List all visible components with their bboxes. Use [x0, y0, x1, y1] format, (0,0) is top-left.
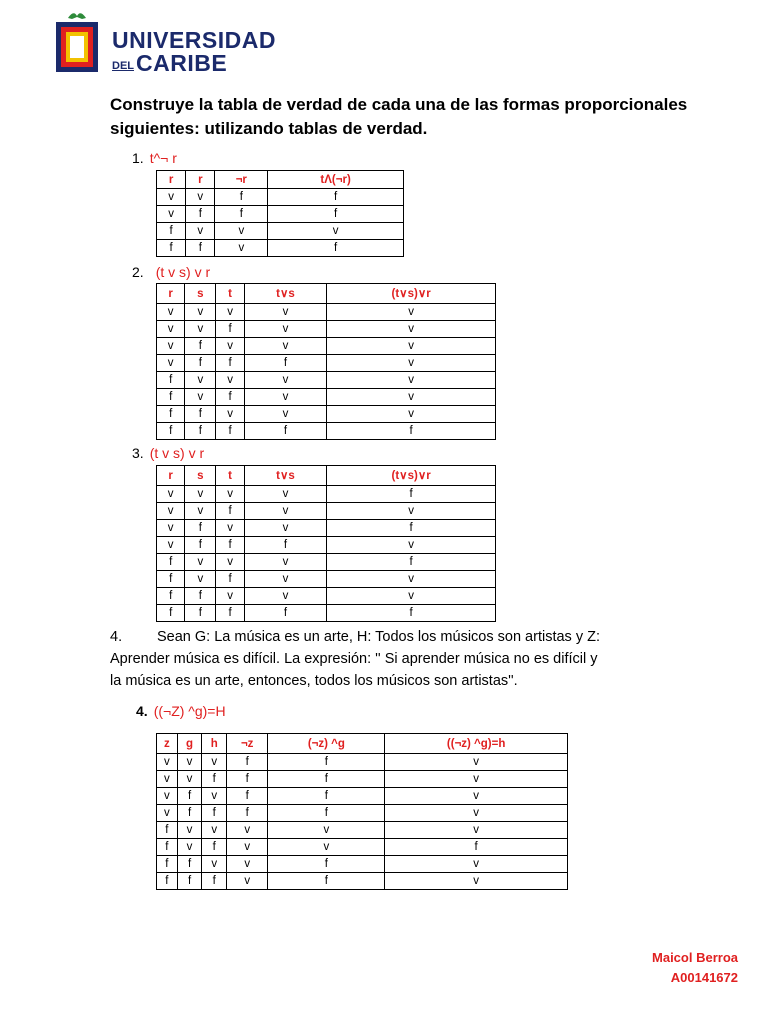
table-cell: v	[157, 788, 178, 805]
table-cell: v	[216, 304, 244, 321]
truth-table-1	[156, 170, 404, 257]
table-cell: v	[244, 389, 327, 406]
column-header: (t∨s)∨r	[327, 284, 496, 304]
table-cell: v	[244, 372, 327, 389]
table-cell: v	[327, 355, 496, 372]
table-cell: f	[227, 788, 268, 805]
problem-expression: (t v s) v r	[149, 445, 205, 461]
table-cell: v	[157, 206, 186, 223]
problem-4-line-3: la música es un arte, entonces, todos los músicos son artistas''.	[110, 673, 518, 689]
table-cell: f	[157, 605, 185, 622]
table-cell: f	[216, 605, 244, 622]
table-cell: v	[327, 571, 496, 588]
table-cell: f	[185, 588, 216, 605]
university-logo	[54, 10, 304, 74]
table-cell: v	[327, 304, 496, 321]
table-cell: v	[385, 856, 568, 873]
table-cell: v	[216, 486, 244, 503]
table-cell: f	[244, 605, 327, 622]
table-cell: v	[216, 588, 244, 605]
problem-expression: (t v s) v r	[155, 264, 211, 280]
problem-number: 4.	[110, 629, 123, 645]
table-cell: v	[385, 873, 568, 890]
column-header: r	[186, 171, 215, 189]
table-cell: f	[268, 805, 385, 822]
table-cell: v	[157, 537, 185, 554]
table-cell: f	[202, 873, 227, 890]
table-row	[157, 223, 404, 240]
table-row	[157, 771, 568, 788]
table-cell: v	[185, 304, 216, 321]
column-header: s	[185, 466, 216, 486]
table-cell: v	[227, 822, 268, 839]
table-row	[157, 856, 568, 873]
table-cell: v	[327, 588, 496, 605]
table-cell: f	[268, 754, 385, 771]
table-cell: f	[177, 873, 202, 890]
table-cell: v	[202, 788, 227, 805]
table-row	[157, 754, 568, 771]
column-header: r	[157, 171, 186, 189]
table-row	[157, 240, 404, 257]
problem-expression: ((¬Z) ^g)=H	[153, 703, 226, 719]
table-row	[157, 805, 568, 822]
table-cell: f	[327, 554, 496, 571]
table-cell: v	[244, 406, 327, 423]
table-cell: v	[244, 304, 327, 321]
table-cell: v	[185, 571, 216, 588]
column-header: r	[157, 284, 185, 304]
table-cell: f	[385, 839, 568, 856]
table-cell: f	[186, 206, 215, 223]
table-cell: f	[185, 406, 216, 423]
assignment-title: Construye la tabla de verdad de cada una de las formas proporcionales siguientes: utilizando tablas de verdad.	[110, 95, 688, 138]
table-row	[157, 503, 496, 520]
table-cell: f	[268, 771, 385, 788]
table-cell: f	[185, 355, 216, 372]
table-cell: v	[157, 771, 178, 788]
table-cell: f	[202, 771, 227, 788]
table-cell: f	[244, 423, 327, 440]
table-row	[157, 554, 496, 571]
table-cell: v	[327, 389, 496, 406]
table-row	[157, 537, 496, 554]
table-row	[157, 605, 496, 622]
table-cell: f	[157, 423, 185, 440]
table-row	[157, 822, 568, 839]
column-header: ((¬z) ^g)=h	[385, 734, 568, 754]
table-cell: f	[157, 554, 185, 571]
column-header: ¬z	[227, 734, 268, 754]
table-row	[157, 355, 496, 372]
table-cell: v	[244, 554, 327, 571]
author-id: A00141672	[670, 970, 738, 985]
table-cell: v	[186, 223, 215, 240]
author-name: Maicol Berroa	[652, 950, 738, 965]
truth-table-4	[156, 733, 568, 890]
column-header: ¬r	[215, 171, 268, 189]
column-header: g	[177, 734, 202, 754]
table-cell: f	[216, 537, 244, 554]
problem-4-line-1: 4. Sean G: La música es un arte, H: Todos los músicos son artistas y Z:	[110, 626, 710, 648]
table-cell: f	[157, 839, 178, 856]
table-cell: v	[215, 240, 268, 257]
table-cell: f	[227, 771, 268, 788]
table-row	[157, 423, 496, 440]
table-cell: f	[185, 423, 216, 440]
table-cell: f	[157, 822, 178, 839]
table-cell: v	[185, 503, 216, 520]
table-cell: v	[244, 571, 327, 588]
column-header: r	[157, 466, 185, 486]
table-cell: v	[385, 771, 568, 788]
table-cell: f	[216, 321, 244, 338]
table-row	[157, 389, 496, 406]
truth-table-2	[156, 283, 496, 440]
university-emblem-icon	[54, 10, 100, 74]
table-row	[157, 839, 568, 856]
table-row	[157, 788, 568, 805]
table-row	[157, 588, 496, 605]
table-row	[157, 372, 496, 389]
table-cell: v	[268, 223, 404, 240]
table-row	[157, 304, 496, 321]
table-cell: v	[157, 486, 185, 503]
table-cell: f	[185, 605, 216, 622]
table-cell: v	[385, 754, 568, 771]
logo-text-del: DEL	[112, 60, 134, 72]
table-cell: v	[216, 372, 244, 389]
table-row	[157, 321, 496, 338]
table-cell: f	[268, 189, 404, 206]
table-cell: f	[216, 389, 244, 406]
table-cell: f	[216, 355, 244, 372]
table-cell: v	[177, 839, 202, 856]
problem-4-statement	[110, 626, 710, 692]
table-cell: v	[202, 754, 227, 771]
table-cell: v	[244, 503, 327, 520]
table-cell: f	[244, 355, 327, 372]
table-cell: f	[268, 240, 404, 257]
table-cell: f	[227, 805, 268, 822]
table-cell: v	[185, 372, 216, 389]
table-cell: v	[185, 554, 216, 571]
column-header: (¬z) ^g	[268, 734, 385, 754]
table-cell: v	[177, 771, 202, 788]
table-cell: f	[268, 856, 385, 873]
table-cell: f	[268, 873, 385, 890]
table-cell: v	[177, 822, 202, 839]
table-cell: v	[327, 406, 496, 423]
table-cell: v	[185, 486, 216, 503]
problem-1-label	[132, 150, 177, 166]
column-header: t	[216, 466, 244, 486]
table-cell: f	[177, 856, 202, 873]
table-cell: v	[202, 822, 227, 839]
column-header: h	[202, 734, 227, 754]
table-row	[157, 206, 404, 223]
table-cell: f	[216, 571, 244, 588]
table-cell: v	[157, 355, 185, 372]
table-cell: v	[216, 520, 244, 537]
column-header: s	[185, 284, 216, 304]
table-header-row	[157, 466, 496, 486]
table-cell: v	[268, 822, 385, 839]
table-cell: v	[216, 406, 244, 423]
table-cell: v	[177, 754, 202, 771]
table-cell: v	[327, 321, 496, 338]
table-cell: f	[157, 588, 185, 605]
table-row	[157, 486, 496, 503]
logo-text-universidad: UNIVERSIDAD	[112, 27, 276, 53]
table-cell: f	[268, 788, 385, 805]
table-cell: f	[268, 206, 404, 223]
table-cell: v	[244, 338, 327, 355]
table-cell: v	[157, 805, 178, 822]
table-cell: f	[177, 788, 202, 805]
table-cell: f	[227, 754, 268, 771]
table-cell: v	[327, 503, 496, 520]
table-cell: v	[327, 338, 496, 355]
logo-text-caribe: CARIBE	[136, 50, 228, 76]
author-block	[652, 948, 738, 988]
table-cell: v	[244, 588, 327, 605]
table-cell: v	[157, 754, 178, 771]
problem-number: 3.	[132, 445, 144, 461]
table-cell: f	[157, 873, 178, 890]
table-header-row	[157, 171, 404, 189]
table-cell: f	[327, 605, 496, 622]
table-cell: f	[177, 805, 202, 822]
table-cell: f	[327, 423, 496, 440]
table-cell: v	[327, 537, 496, 554]
problem-number: 4.	[136, 703, 148, 719]
table-row	[157, 406, 496, 423]
table-cell: f	[202, 839, 227, 856]
table-row	[157, 873, 568, 890]
table-cell: f	[157, 240, 186, 257]
table-cell: v	[157, 321, 185, 338]
table-cell: v	[227, 856, 268, 873]
table-cell: f	[216, 503, 244, 520]
column-header: t∨s	[244, 284, 327, 304]
table-cell: f	[185, 338, 216, 355]
table-cell: f	[186, 240, 215, 257]
problem-4-label	[136, 703, 226, 719]
table-cell: f	[157, 223, 186, 240]
table-row	[157, 520, 496, 537]
table-cell: v	[385, 822, 568, 839]
logo-text-del-caribe	[112, 50, 227, 77]
table-cell: f	[157, 856, 178, 873]
table-cell: v	[385, 805, 568, 822]
column-header: tΛ(¬r)	[268, 171, 404, 189]
table-cell: f	[157, 389, 185, 406]
table-cell: v	[327, 372, 496, 389]
table-cell: f	[216, 423, 244, 440]
table-cell: f	[157, 372, 185, 389]
table-cell: f	[327, 520, 496, 537]
table-cell: f	[215, 189, 268, 206]
table-cell: f	[157, 406, 185, 423]
table-row	[157, 189, 404, 206]
table-cell: v	[216, 554, 244, 571]
problem-3-label	[132, 445, 204, 461]
table-cell: v	[186, 189, 215, 206]
table-cell: v	[244, 486, 327, 503]
table-cell: f	[185, 520, 216, 537]
table-cell: v	[227, 873, 268, 890]
table-cell: v	[244, 321, 327, 338]
problem-2-label	[132, 264, 210, 280]
problem-expression: t^¬ r	[149, 150, 177, 166]
table-cell: f	[202, 805, 227, 822]
table-cell: f	[185, 537, 216, 554]
table-cell: f	[157, 571, 185, 588]
table-cell: f	[244, 537, 327, 554]
table-cell: v	[157, 338, 185, 355]
table-cell: v	[216, 338, 244, 355]
problem-number: 2.	[132, 264, 144, 280]
table-cell: v	[215, 223, 268, 240]
table-cell: v	[202, 856, 227, 873]
table-cell: v	[244, 520, 327, 537]
table-cell: v	[227, 839, 268, 856]
column-header: t	[216, 284, 244, 304]
table-cell: v	[157, 304, 185, 321]
table-cell: v	[385, 788, 568, 805]
problem-number: 1.	[132, 150, 144, 166]
table-header-row	[157, 734, 568, 754]
table-cell: v	[185, 389, 216, 406]
table-cell: f	[327, 486, 496, 503]
column-header: t∨s	[244, 466, 327, 486]
table-row	[157, 571, 496, 588]
table-row	[157, 338, 496, 355]
column-header: z	[157, 734, 178, 754]
table-header-row	[157, 284, 496, 304]
table-cell: v	[157, 189, 186, 206]
column-header: (t∨s)∨r	[327, 466, 496, 486]
table-cell: v	[157, 520, 185, 537]
table-cell: v	[157, 503, 185, 520]
table-cell: v	[268, 839, 385, 856]
table-cell: v	[185, 321, 216, 338]
truth-table-3	[156, 465, 496, 622]
problem-4-line-2: Aprender música es difícil. La expresión: '' Si aprender música no es difícil y	[110, 651, 598, 667]
table-cell: f	[215, 206, 268, 223]
